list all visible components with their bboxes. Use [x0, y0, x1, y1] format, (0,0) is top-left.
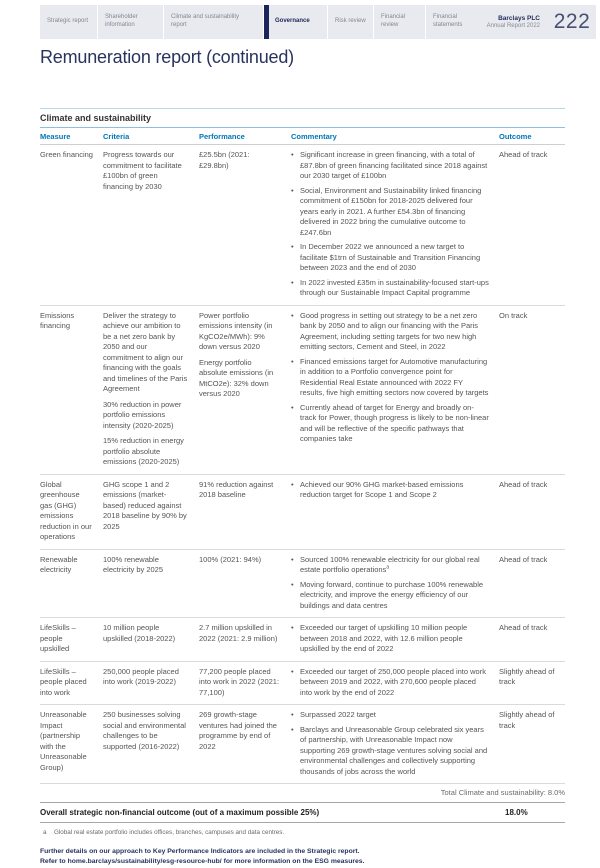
footnote-marker: a	[43, 829, 47, 836]
commentary-bullet	[291, 278, 489, 299]
tab-label: Financial statements	[433, 14, 463, 28]
tab-label: Climate and sustainability report	[171, 14, 240, 28]
commentary-cell	[291, 311, 499, 468]
commentary-bullet	[291, 580, 489, 612]
bullet-text: Surpassed 2022 target	[300, 710, 376, 719]
measure-cell: Unreasonable Impact (partnership with the Unreasonable Group)	[40, 710, 87, 772]
criteria-cell	[103, 710, 199, 777]
footer-note-kpi: Further details on our approach to Key Performance Indicators are included in the Strategic report.	[40, 847, 360, 855]
tab-label: Governance	[275, 18, 310, 25]
commentary-cell	[291, 623, 499, 655]
bullet-icon: •	[291, 185, 294, 195]
criteria-paragraph: 100% renewable electricity by 2025	[103, 554, 164, 574]
tab-climate-and-sustainability-report[interactable]	[164, 5, 264, 39]
criteria-cell	[103, 555, 199, 612]
criteria-paragraph: 15% reduction in energy portfolio absolute emissions (2020-2025)	[103, 436, 184, 466]
tab-label: Strategic report	[47, 18, 89, 25]
outcome-cell: Ahead of track	[499, 554, 548, 564]
table-row	[40, 550, 565, 619]
brand-name: Barclays PLC	[498, 15, 540, 22]
bullet-text: Exceeded our target of 250,000 people placed into work between 2019 and 2022, with 270,600 people placed into work by the end of 2022	[300, 666, 486, 697]
footer-notes	[40, 847, 565, 868]
tab-financial-review[interactable]	[374, 5, 426, 39]
column-header-outcome: Outcome	[499, 132, 532, 141]
commentary-bullet	[291, 555, 489, 576]
measure-cell: Emissions financing	[40, 310, 75, 330]
performance-paragraph: Power portfolio emissions intensity (in KgCO2e/MWh): 9% down versus 2020	[199, 310, 273, 351]
commentary-bullet	[291, 480, 489, 501]
performance-cell	[199, 150, 291, 299]
bullet-text: In 2022 invested £35m in sustainability-focused start-ups through our Sustainable Impact Capital programme	[300, 277, 489, 297]
performance-cell	[199, 555, 291, 612]
commentary-cell	[291, 150, 499, 299]
commentary-bullet	[291, 150, 489, 182]
criteria-paragraph: Deliver the strategy to achieve our ambition to be a net zero bank by 2050 and our commitment to align our financing with the goals and timelines of the Paris Agreement	[103, 310, 188, 393]
top-nav-bar	[40, 5, 596, 39]
main-content	[40, 108, 565, 868]
bullet-text: Financed emissions target for Automotive manufacturing in addition to a Portfolio convergence point for Residential Real Estate announced with 2022 FY results, five high emitting sectors now covered by targets	[300, 356, 489, 397]
outcome-cell: Ahead of track	[499, 623, 548, 632]
bullet-text: Good progress in setting out strategy to be a net zero bank by 2050 and to align our financing with the Paris Agreement, including setting targets for two new high emitting sectors, Cement and Steel, in 2022	[300, 310, 479, 351]
criteria-paragraph: 30% reduction in power portfolio emissions intensity (2020-2025)	[103, 399, 182, 430]
criteria-paragraph: 250 businesses solving social and environmental challenges to be supported (2016-2022)	[103, 710, 186, 751]
outcome-cell: Slightly ahead of track	[499, 666, 555, 686]
commentary-cell	[291, 710, 499, 777]
table-body	[40, 145, 565, 784]
performance-cell	[199, 480, 291, 543]
performance-cell	[199, 667, 291, 699]
criteria-cell	[103, 311, 199, 468]
footnote-a	[40, 829, 565, 838]
bullet-icon: •	[291, 356, 294, 366]
commentary-bullet	[291, 242, 489, 274]
criteria-cell	[103, 623, 199, 655]
bullet-icon: •	[291, 310, 294, 320]
bullet-icon: •	[291, 710, 294, 719]
criteria-cell	[103, 667, 199, 699]
commentary-bullet	[291, 710, 489, 721]
header-tabs	[40, 5, 484, 39]
table-row	[40, 705, 565, 784]
section-title: Climate and sustainability	[40, 108, 565, 123]
outcome-cell: Slightly ahead of track	[499, 710, 555, 730]
column-header-measure: Measure	[40, 132, 71, 141]
commentary-cell	[291, 480, 499, 543]
column-header-commentary: Commentary	[291, 132, 337, 141]
tab-shareholder-information[interactable]	[98, 5, 164, 39]
column-header-performance: Performance	[199, 132, 245, 141]
commentary-bullet	[291, 667, 489, 699]
table-row	[40, 145, 565, 306]
bullet-text: Significant increase in green financing, with a total of £87.8bn of green financing facilitated since 2018 against our 2030 target of £100bn	[300, 150, 488, 180]
tab-strategic-report[interactable]	[40, 5, 98, 39]
criteria-paragraph: Progress towards our commitment to facilitate £100bn of green financing by 2030	[103, 150, 182, 191]
overall-label: Overall strategic non-financial outcome (out of a maximum possible 25%)	[40, 808, 320, 817]
measure-cell: Global greenhouse gas (GHG) emissions reduction in our operations	[40, 479, 92, 541]
table-row	[40, 306, 565, 475]
performance-paragraph: 2.7 million upskilled in 2022 (2021: 2.9 million)	[199, 623, 278, 643]
commentary-cell	[291, 667, 499, 699]
footnote-reference: a	[386, 564, 390, 571]
bullet-icon: •	[291, 554, 294, 564]
outcome-cell: On track	[499, 310, 528, 320]
overall-value: 18.0%	[505, 808, 528, 817]
page-title: Remuneration report (continued)	[40, 47, 294, 67]
footnote-text: Global real estate portfolio includes offices, branches, campuses and data centres.	[54, 829, 285, 836]
performance-cell	[199, 710, 291, 777]
tab-label: Financial review	[381, 14, 406, 28]
commentary-bullet	[291, 186, 489, 239]
table-row	[40, 662, 565, 706]
performance-cell	[199, 623, 291, 655]
bullet-text: Barclays and Unreasonable Group celebrated six years of partnership, with Unreasonable Impact now supporting 269 growth-stage ventures solving social and environmental challenges and collectively supporting thousands of jobs across the world	[300, 724, 488, 776]
total-row: Total Climate and sustainability: 8.0%	[440, 788, 565, 797]
bullet-icon: •	[291, 277, 294, 287]
bullet-text: In December 2022 we announced a new target to facilitate $1trn of Sustainable and Transition Financing between 2023 and the end of 2030	[300, 242, 481, 272]
criteria-cell	[103, 480, 199, 543]
tab-label: Shareholder information	[105, 14, 138, 28]
table-row	[40, 475, 565, 550]
measure-cell: Renewable electricity	[40, 554, 78, 574]
measure-cell: LifeSkills – people placed into work	[40, 666, 87, 697]
column-header-criteria: Criteria	[103, 132, 130, 141]
criteria-paragraph: GHG scope 1 and 2 emissions (market-based) reduced against 2018 baseline by 90% by 2025	[103, 479, 187, 531]
criteria-paragraph: 250,000 people placed into work (2019-2022)	[103, 666, 179, 686]
performance-paragraph: 100% (2021: 94%)	[199, 554, 262, 564]
bullet-text: Exceeded our target of upskilling 10 million people between 2018 and 2022, with 12.6 million people upskilled by the end of 2022	[300, 623, 468, 653]
performance-paragraph: 77,200 people placed into work in 2022 (2021: 77,100)	[199, 666, 280, 697]
bullet-text: Social, Environment and Sustainability linked financing commitment of £150bn for 2018-2025 delivered four years early in 2021. A further £54.3bn of financing delivered in 2022 bring the cumulative outcome to £247.6bn	[300, 185, 482, 237]
bullet-text: Achieved our 90% GHG market-based emissions reduction target for Scope 1 and Scope 2	[300, 479, 464, 499]
commentary-bullet	[291, 357, 489, 399]
commentary-bullet	[291, 725, 489, 778]
criteria-paragraph: 10 million people upskilled (2018-2022)	[103, 623, 176, 643]
brand-subtitle: Annual Report 2022	[486, 23, 540, 29]
bullet-icon: •	[291, 150, 294, 159]
page-number: 222	[553, 10, 591, 33]
table-header-row	[40, 127, 565, 145]
outcome-cell: Ahead of track	[499, 150, 548, 159]
bullet-icon: •	[291, 724, 294, 734]
criteria-cell	[103, 150, 199, 299]
tab-label: Risk review	[335, 18, 366, 25]
report-brand	[484, 15, 548, 29]
footer-note-esg: Refer to home.barclays/sustainability/esg-resource-hub/ for more information on the ESG measures.	[40, 858, 365, 866]
commentary-bullet	[291, 623, 489, 655]
tab-risk-review[interactable]	[328, 5, 374, 39]
overall-row	[40, 802, 565, 823]
bullet-icon: •	[291, 623, 294, 632]
performance-paragraph: Energy portfolio absolute emissions (in MtCO2e): 32% down versus 2020	[199, 357, 274, 398]
tab-governance[interactable]	[264, 5, 328, 39]
bullet-text: Moving forward, continue to purchase 100% renewable electricity, and improve the energy efficiency of our buildings and data centres	[300, 579, 484, 610]
tab-financial-statements[interactable]	[426, 5, 484, 39]
performance-paragraph: 269 growth-stage ventures had joined the programme by end of 2022	[199, 710, 277, 751]
bullet-icon: •	[291, 402, 294, 412]
measure-cell: Green financing	[40, 150, 93, 159]
performance-cell	[199, 311, 291, 468]
bullet-icon: •	[291, 242, 294, 251]
bullet-icon: •	[291, 479, 294, 489]
bullet-text: Sourced 100% renewable electricity for our global real estate portfolio operations$^a$	[300, 554, 480, 574]
table-row	[40, 618, 565, 662]
commentary-bullet	[291, 403, 489, 445]
bullet-icon: •	[291, 579, 294, 589]
measure-cell: LifeSkills – people upskilled	[40, 623, 76, 653]
performance-paragraph: £25.5bn (2021: £29.8bn)	[199, 150, 250, 170]
commentary-cell	[291, 555, 499, 612]
bullet-text: Currently ahead of target for Energy and broadly on-track for Power, though progress is likely to be non-linear and will be reflective of the specific pathways that companies take	[300, 402, 489, 443]
bullet-icon: •	[291, 666, 294, 676]
performance-paragraph: 91% reduction against 2018 baseline	[199, 479, 274, 499]
outcome-cell: Ahead of track	[499, 479, 548, 489]
commentary-bullet	[291, 311, 489, 353]
